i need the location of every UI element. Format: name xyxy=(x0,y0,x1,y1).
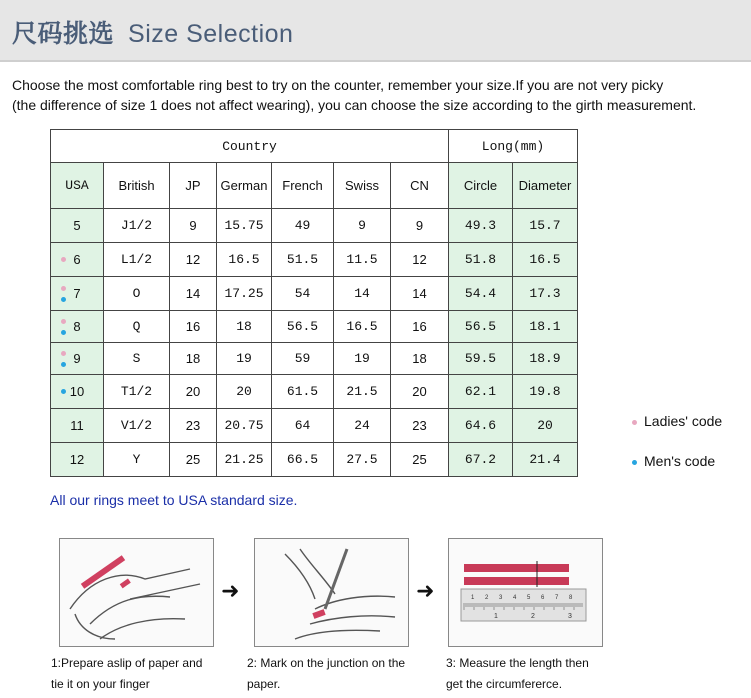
cell-british: V1/2 xyxy=(104,409,170,443)
intro-text xyxy=(12,75,747,115)
table-row xyxy=(51,409,578,443)
size-code-dots xyxy=(61,311,66,342)
step-2-line-2: paper. xyxy=(247,677,281,691)
cell-british: O xyxy=(104,277,170,311)
ruler-top-tick-label: 4 xyxy=(513,595,517,601)
mens-dot-icon xyxy=(61,362,66,367)
cell-diameter: 18.1 xyxy=(513,311,578,343)
ruler-top-tick-label: 3 xyxy=(499,595,503,601)
cell-usa xyxy=(51,277,104,311)
cell-diameter: 17.3 xyxy=(513,277,578,311)
ruler-bottom-tick-label: 1 xyxy=(494,613,498,620)
cell-french: 66.5 xyxy=(272,443,334,477)
table-row xyxy=(51,277,578,311)
header-bar xyxy=(0,0,751,62)
size-code-dots xyxy=(61,277,66,310)
column-header-0: USA xyxy=(51,163,104,209)
legend-ladies-label: Ladies' code xyxy=(644,413,723,429)
ruler-top-tick-label: 2 xyxy=(485,595,489,601)
step-3-line-1: 3: Measure the length then xyxy=(446,656,589,670)
cell-german: 21.25 xyxy=(217,443,272,477)
intro-line-2: (the difference of size 1 does not affect wearing), you can choose the size according to the girth measurement. xyxy=(12,97,697,113)
column-header-1: British xyxy=(104,163,170,209)
cell-circle: 54.4 xyxy=(449,277,513,311)
mens-dot-icon xyxy=(61,297,66,302)
column-header-2: JP xyxy=(170,163,217,209)
cell-jp: 20 xyxy=(170,375,217,409)
cell-jp: 12 xyxy=(170,243,217,277)
arrow-2-icon: ➜ xyxy=(416,578,435,603)
table-row xyxy=(51,311,578,343)
step-1-line-2: tie it on your finger xyxy=(51,677,150,691)
cell-german: 16.5 xyxy=(217,243,272,277)
cell-jp: 9 xyxy=(170,209,217,243)
step-1-illustration xyxy=(59,538,214,647)
cell-british: L1/2 xyxy=(104,243,170,277)
ruler-measure-icon xyxy=(449,539,602,646)
cell-usa xyxy=(51,443,104,477)
ruler-bottom-tick-label: 3 xyxy=(568,613,572,620)
step-1-line-1: 1:Prepare aslip of paper and xyxy=(51,656,203,670)
cell-swiss: 24 xyxy=(334,409,391,443)
cell-british: J1/2 xyxy=(104,209,170,243)
cell-german: 19 xyxy=(217,343,272,375)
step-3-illustration xyxy=(448,538,603,647)
cell-usa xyxy=(51,409,104,443)
usa-standard-note: All our rings meet to USA standard size. xyxy=(50,492,298,508)
cell-british: Q xyxy=(104,311,170,343)
cell-swiss: 21.5 xyxy=(334,375,391,409)
cell-german: 20 xyxy=(217,375,272,409)
cell-french: 54 xyxy=(272,277,334,311)
ruler-top-tick-label: 1 xyxy=(471,595,475,601)
group-header-row xyxy=(51,130,578,163)
cell-british: Y xyxy=(104,443,170,477)
cell-usa xyxy=(51,209,104,243)
cell-cn: 9 xyxy=(391,209,449,243)
ladies-dot-icon xyxy=(632,420,637,425)
size-table xyxy=(50,129,578,477)
cell-swiss: 14 xyxy=(334,277,391,311)
cell-french: 59 xyxy=(272,343,334,375)
step-3-caption xyxy=(446,653,589,695)
step-2-line-1: 2: Mark on the junction on the xyxy=(247,656,406,670)
country-group-header: Country xyxy=(51,130,449,163)
title-cn: 尺码挑选 xyxy=(12,20,115,48)
column-header-7: Circle xyxy=(449,163,513,209)
ladies-dot-icon xyxy=(61,286,66,291)
mens-dot-icon xyxy=(632,460,637,465)
cell-swiss: 16.5 xyxy=(334,311,391,343)
hand-paper-icon xyxy=(60,539,213,646)
cell-french: 61.5 xyxy=(272,375,334,409)
column-header-5: Swiss xyxy=(334,163,391,209)
usa-size-value: 10 xyxy=(69,384,85,399)
cell-circle: 62.1 xyxy=(449,375,513,409)
ruler-bottom-tick-label: 2 xyxy=(531,613,535,620)
table-row xyxy=(51,375,578,409)
cell-circle: 64.6 xyxy=(449,409,513,443)
ruler-top-tick-label: 7 xyxy=(555,595,559,601)
cell-swiss: 9 xyxy=(334,209,391,243)
cell-jp: 23 xyxy=(170,409,217,443)
cell-swiss: 27.5 xyxy=(334,443,391,477)
usa-size-value: 8 xyxy=(73,319,81,334)
cell-cn: 20 xyxy=(391,375,449,409)
step-3-line-2: get the circumfererce. xyxy=(446,677,563,691)
cell-diameter: 20 xyxy=(513,409,578,443)
usa-size-value: 6 xyxy=(73,252,81,267)
cell-jp: 25 xyxy=(170,443,217,477)
cell-french: 51.5 xyxy=(272,243,334,277)
arrow-1-icon: ➜ xyxy=(221,578,240,603)
cell-german: 17.25 xyxy=(217,277,272,311)
ladies-dot-icon xyxy=(61,257,66,262)
cell-cn: 12 xyxy=(391,243,449,277)
cell-german: 18 xyxy=(217,311,272,343)
mens-dot-icon xyxy=(61,389,66,394)
cell-diameter: 19.8 xyxy=(513,375,578,409)
cell-usa xyxy=(51,311,104,343)
title-en: Size Selection xyxy=(128,20,294,48)
cell-usa xyxy=(51,375,104,409)
step-1-caption xyxy=(51,653,202,695)
cell-swiss: 11.5 xyxy=(334,243,391,277)
mens-dot-icon xyxy=(61,330,66,335)
cell-circle: 56.5 xyxy=(449,311,513,343)
cell-circle: 51.8 xyxy=(449,243,513,277)
column-header-6: CN xyxy=(391,163,449,209)
legend-mens xyxy=(632,453,715,469)
cell-british: T1/2 xyxy=(104,375,170,409)
cell-diameter: 16.5 xyxy=(513,243,578,277)
usa-size-value: 11 xyxy=(70,418,84,433)
table-row xyxy=(51,443,578,477)
step-2-caption xyxy=(247,653,405,695)
cell-swiss: 19 xyxy=(334,343,391,375)
usa-size-value: 9 xyxy=(73,351,81,366)
table-row xyxy=(51,243,578,277)
cell-cn: 14 xyxy=(391,277,449,311)
long-group-header: Long(mm) xyxy=(449,130,578,163)
usa-size-value: 5 xyxy=(73,218,81,233)
table-row xyxy=(51,209,578,243)
size-code-dots xyxy=(61,343,66,374)
cell-french: 56.5 xyxy=(272,311,334,343)
column-header-3: German xyxy=(217,163,272,209)
ruler-top-tick-label: 8 xyxy=(569,595,573,601)
cell-circle: 67.2 xyxy=(449,443,513,477)
page-title xyxy=(12,14,293,50)
cell-jp: 16 xyxy=(170,311,217,343)
ruler-top-tick-label: 6 xyxy=(541,595,545,601)
cell-german: 15.75 xyxy=(217,209,272,243)
column-header-8: Diameter xyxy=(513,163,578,209)
cell-cn: 23 xyxy=(391,409,449,443)
ruler-top-tick-label: 5 xyxy=(527,595,531,601)
ladies-dot-icon xyxy=(61,319,66,324)
marking-pen-icon xyxy=(255,539,408,646)
size-code-dots xyxy=(61,243,66,276)
cell-cn: 25 xyxy=(391,443,449,477)
cell-cn: 18 xyxy=(391,343,449,375)
cell-diameter: 21.4 xyxy=(513,443,578,477)
cell-circle: 59.5 xyxy=(449,343,513,375)
cell-usa xyxy=(51,343,104,375)
cell-jp: 14 xyxy=(170,277,217,311)
step-2-illustration xyxy=(254,538,409,647)
size-code-dots xyxy=(61,375,66,408)
usa-size-value: 12 xyxy=(69,452,85,467)
ladies-dot-icon xyxy=(61,351,66,356)
cell-german: 20.75 xyxy=(217,409,272,443)
column-header-row xyxy=(51,163,578,209)
column-header-4: French xyxy=(272,163,334,209)
cell-british: S xyxy=(104,343,170,375)
cell-diameter: 18.9 xyxy=(513,343,578,375)
cell-french: 64 xyxy=(272,409,334,443)
usa-size-value: 7 xyxy=(73,286,81,301)
cell-cn: 16 xyxy=(391,311,449,343)
table-row xyxy=(51,343,578,375)
legend-mens-label: Men's code xyxy=(644,453,716,469)
cell-diameter: 15.7 xyxy=(513,209,578,243)
legend-ladies xyxy=(632,413,722,429)
cell-french: 49 xyxy=(272,209,334,243)
cell-circle: 49.3 xyxy=(449,209,513,243)
cell-jp: 18 xyxy=(170,343,217,375)
intro-line-1: Choose the most comfortable ring best to try on the counter, remember your size.If you are not very picky xyxy=(12,77,664,93)
cell-usa xyxy=(51,243,104,277)
